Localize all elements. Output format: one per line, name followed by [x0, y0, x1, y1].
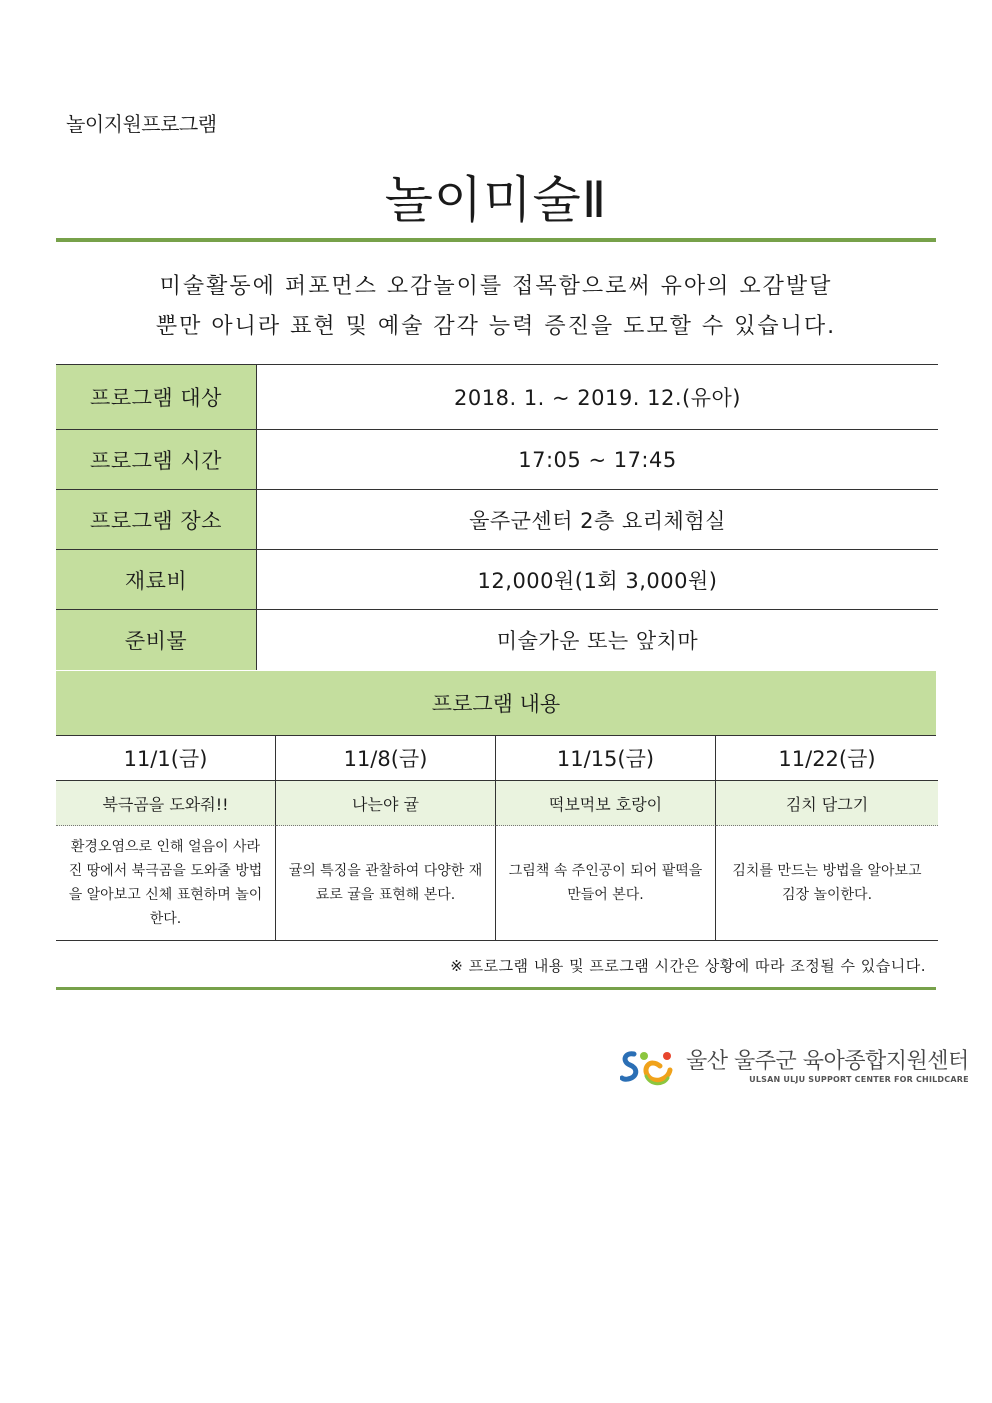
center-name-english: ULSAN ULJU SUPPORT CENTER FOR CHILDCARE: [749, 1074, 969, 1084]
description-line-1: 미술활동에 퍼포먼스 오감놀이를 접목함으로써 유아의 오감발달: [159, 274, 833, 299]
info-row-fee: [56, 550, 938, 610]
session-topic: 떡보먹보 호랑이: [496, 781, 716, 826]
session-topic: 김치 담그기: [716, 781, 938, 826]
session-topic: 나는야 귤: [276, 781, 496, 826]
info-value: 12,000원(1회 3,000원): [477, 568, 718, 593]
info-label: 준비물: [56, 610, 257, 670]
program-content-header: 프로그램 내용: [56, 671, 936, 736]
session-detail: 그림책 속 주인공이 되어 팥떡을 만들어 본다.: [496, 826, 716, 941]
info-value: 17:05 ~ 17:45: [518, 447, 677, 472]
info-row-time: [56, 430, 938, 490]
page-title: 놀이미술Ⅱ: [384, 171, 608, 229]
program-schedule: [56, 736, 938, 941]
session-topic: 북극곰을 도와줘!!: [56, 781, 276, 826]
center-name-korean: 울산 울주군 육아종합지원센터: [686, 1048, 969, 1074]
info-value: 2018. 1. ~ 2019. 12.(유아): [454, 386, 741, 410]
session-date: 11/8(금): [276, 736, 496, 781]
session-detail: 김치를 만드는 방법을 알아보고 김장 놀이한다.: [716, 826, 938, 941]
footer-divider: [56, 987, 936, 990]
info-row-place: [56, 490, 938, 550]
description-line-2: 뿐만 아니라 표현 및 예술 감각 능력 증진을 도모할 수 있습니다.: [155, 314, 837, 339]
session-date: 11/15(금): [496, 736, 716, 781]
info-row-target: [56, 365, 938, 430]
session-detail: 환경오염으로 인해 얼음이 사라진 땅에서 북극곰을 도와줄 방법을 알아보고 신체 표현하며 놀이한다.: [56, 826, 276, 941]
info-label: 재료비: [56, 550, 257, 609]
center-logo-icon: [620, 1046, 678, 1088]
title-divider: [56, 238, 936, 242]
schedule-note: ※ 프로그램 내용 및 프로그램 시간은 상황에 따라 조정될 수 있습니다.: [450, 957, 926, 975]
center-logo: [620, 1046, 969, 1088]
info-value: 울주군센터 2층 요리체험실: [469, 508, 726, 533]
session-detail: 귤의 특징을 관찰하여 다양한 재료로 귤을 표현해 본다.: [276, 826, 496, 941]
program-category: 놀이지원프로그램: [66, 112, 217, 136]
info-label: 프로그램 시간: [56, 430, 257, 489]
info-row-supplies: [56, 610, 938, 670]
session-date: 11/1(금): [56, 736, 276, 781]
info-label: 프로그램 대상: [56, 365, 257, 429]
program-info-table: [56, 364, 938, 670]
info-label: 프로그램 장소: [56, 490, 257, 549]
info-value: 미술가운 또는 앞치마: [496, 629, 699, 653]
session-date: 11/22(금): [716, 736, 938, 781]
